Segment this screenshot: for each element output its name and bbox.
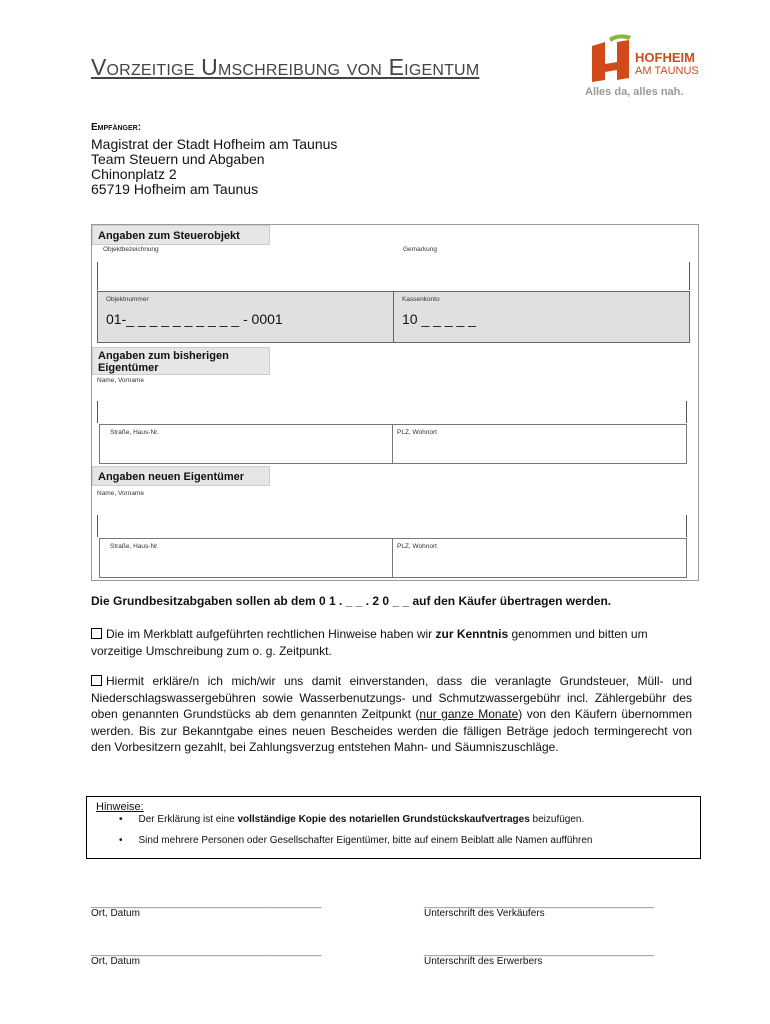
divider [392, 424, 393, 464]
name-vorname-field[interactable] [97, 515, 98, 537]
signature-line[interactable]: ______________________________________________ [424, 946, 655, 956]
text: Hiermit erkläre/n ich mich/wir uns damit einverstanden, dass die veranlagte Grundsteuer, Müll- und Niederschlagswassergebühren sowie Wasserbenutzungs- und Schmutzwassergebühr incl. Zählergebühr des oben genannten Grundstücks ab dem genannten Zeitpunkt ( [91, 674, 692, 721]
name-vorname-label: Name, Vorname [97, 377, 144, 384]
name-vorname-field[interactable] [97, 401, 98, 423]
checkbox-einverstanden[interactable] [91, 675, 102, 686]
hinweise-heading: Hinweise: [96, 801, 144, 813]
text: genommen und bitten um vorzeitige Umschreibung zum o. g. Zeitpunkt. [91, 627, 648, 658]
section-heading-neuer-eigentuemer: Angaben neuen Eigentümer [92, 466, 270, 486]
plz-wohnort-label: PLZ, Wohnort [397, 543, 437, 550]
objektbezeichnung-field[interactable] [97, 262, 98, 290]
text-underline: nur ganze Monate [419, 707, 519, 721]
text-bold: zur Kenntnis [435, 627, 509, 641]
recipient-label: Empfänger: [91, 122, 142, 133]
list-item [119, 835, 592, 846]
heading-line: Eigentümer [98, 362, 159, 374]
signature-line[interactable]: ______________________________________________ [91, 898, 322, 908]
objektnummer-input[interactable]: 01-_ _ _ _ _ _ _ _ _ _ - 0001 [106, 311, 283, 327]
transfer-statement: Die Grundbesitzabgaben sollen ab dem 0 1 . _ _ . 2 0 _ _ auf den Käufer übertragen werden. [91, 594, 612, 608]
logo-text-hofheim: HOFHEIM [635, 50, 695, 65]
address-line: Team Steuern und Abgaben [91, 151, 265, 167]
signature-line[interactable]: ______________________________________________ [424, 898, 655, 908]
hinweise-box [86, 796, 701, 859]
section-heading-steuerobjekt: Angaben zum Steuerobjekt [92, 225, 270, 245]
strasse-label: Straße, Haus-Nr. [110, 429, 159, 436]
consent-paragraph-2 [91, 673, 692, 756]
text: ) von den Käufern übernommen werden. Bis zur Bekanntgabe eines neuen Bescheides werden die fälligen Beträge jedoch termingerecht von den Vorbesitzern gezahlt, bei Zahlungsverzug entstehen Mahn- und Säumniszuschläge. [91, 707, 693, 754]
consent-paragraph-1 [91, 626, 692, 659]
text: Der Erklärung ist eine [138, 814, 238, 825]
kassenkonto-label: Kassenkonto [402, 296, 440, 303]
erwerber-signature-label: Unterschrift des Erwerbers [424, 956, 543, 967]
address-line: 65719 Hofheim am Taunus [91, 181, 259, 197]
text: beizufügen. [529, 814, 585, 825]
objektbezeichnung-label: Objektbezeichnung [103, 246, 159, 253]
logo-slogan: Alles da, alles nah. [585, 86, 684, 98]
gemarkung-field[interactable] [689, 262, 690, 290]
strasse-label: Straße, Haus-Nr. [110, 543, 159, 550]
text: Sind mehrere Personen oder Gesellschafter Eigentümer, bitte auf einem Beiblatt alle Namen aufführen [138, 835, 593, 846]
heading-line: Angaben zum bisherigen [98, 350, 229, 362]
bullet-icon: • [119, 814, 123, 825]
logo-text-am-taunus: AM TAUNUS [635, 65, 699, 77]
name-vorname-label: Name, Vorname [97, 490, 144, 497]
kassenkonto-input[interactable]: 10 _ _ _ _ _ [402, 311, 476, 327]
verkaeufer-signature-label: Unterschrift des Verkäufers [424, 908, 545, 919]
text: Die im Merkblatt aufgeführten rechtlichen Hinweise haben wir [106, 627, 436, 641]
address-row-neuer [99, 538, 687, 578]
section-heading-bisheriger-eigentuemer [92, 347, 270, 375]
text-bold: vollständige Kopie des notariellen Grundstückskaufvertrages [237, 814, 530, 825]
list-item [119, 814, 584, 825]
bullet-icon: • [119, 835, 123, 846]
page-title: Vorzeitige Umschreibung von Eigentum [91, 54, 480, 80]
objektnummer-label: Objektnummer [106, 296, 149, 303]
checkbox-kenntnis[interactable] [91, 628, 102, 639]
plz-wohnort-label: PLZ, Wohnort [397, 429, 437, 436]
divider [392, 538, 393, 578]
address-row-bisheriger [99, 424, 687, 464]
address-line: Magistrat der Stadt Hofheim am Taunus [91, 136, 338, 152]
field-edge [686, 515, 687, 537]
divider [393, 291, 394, 343]
ort-datum-label: Ort, Datum [91, 908, 140, 919]
signature-line[interactable]: ______________________________________________ [91, 946, 322, 956]
gemarkung-label: Gemarkung [403, 246, 437, 253]
ort-datum-label: Ort, Datum [91, 956, 140, 967]
form-frame [91, 224, 699, 581]
address-line: Chinonplatz 2 [91, 166, 177, 182]
field-edge [686, 401, 687, 423]
recipient-address [91, 137, 337, 197]
